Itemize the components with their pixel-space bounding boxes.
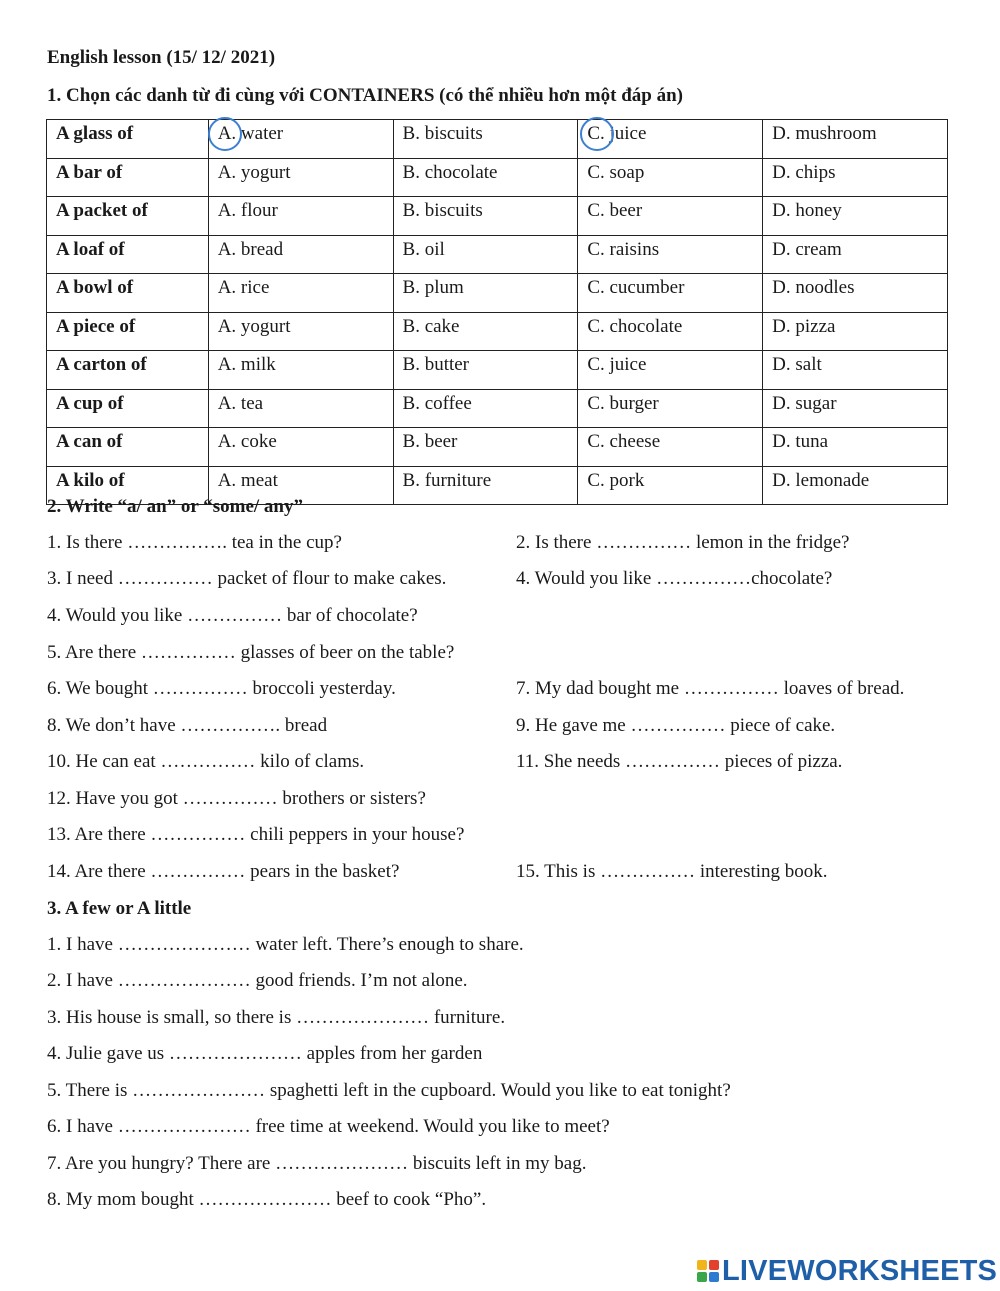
exercise-item[interactable]: 4. Julie gave us ………………… apples from her garden bbox=[47, 1043, 483, 1064]
option-d[interactable]: D. sugar bbox=[763, 389, 948, 428]
exercise-item[interactable]: 4. Would you like ……………chocolate? bbox=[516, 568, 833, 589]
option-b[interactable]: B. chocolate bbox=[393, 158, 578, 197]
exercise-item[interactable]: 5. There is ………………… spaghetti left in the cupboard. Would you like to eat tonight? bbox=[47, 1080, 731, 1101]
exercise-item[interactable]: 6. I have ………………… free time at weekend. Would you like to meet? bbox=[47, 1116, 610, 1137]
option-c[interactable]: C. juice bbox=[578, 120, 763, 159]
containers-table bbox=[46, 119, 948, 505]
option-a[interactable]: A. flour bbox=[208, 197, 393, 236]
exercise-item[interactable]: 2. I have ………………… good friends. I’m not alone. bbox=[47, 970, 468, 991]
option-c[interactable]: C. raisins bbox=[578, 235, 763, 274]
option-c[interactable]: C. burger bbox=[578, 389, 763, 428]
option-c[interactable]: C. cucumber bbox=[578, 274, 763, 313]
exercise-item[interactable]: 7. My dad bought me …………… loaves of bread. bbox=[516, 678, 905, 699]
option-c[interactable]: C. juice bbox=[578, 351, 763, 390]
option-a[interactable]: A. milk bbox=[208, 351, 393, 390]
row-label: A loaf of bbox=[47, 235, 209, 274]
logo-text: LIVEWORKSHEETS bbox=[722, 1254, 998, 1287]
option-a[interactable]: A. bread bbox=[208, 235, 393, 274]
option-b[interactable]: B. biscuits bbox=[393, 120, 578, 159]
option-d[interactable]: D. cream bbox=[763, 235, 948, 274]
liveworksheets-logo bbox=[697, 1256, 997, 1286]
row-label: A kilo of bbox=[47, 466, 209, 505]
exercise-item[interactable]: 13. Are there …………… chili peppers in your house? bbox=[47, 824, 465, 845]
row-label: A bowl of bbox=[47, 274, 209, 313]
table-row bbox=[47, 274, 948, 313]
exercise-item[interactable]: 2. Is there …………… lemon in the fridge? bbox=[516, 532, 850, 553]
exercise-item[interactable]: 1. Is there ……………. tea in the cup? bbox=[47, 532, 342, 553]
exercise-item[interactable]: 8. We don’t have ……………. bread bbox=[47, 715, 328, 736]
table-row bbox=[47, 158, 948, 197]
option-a[interactable]: A. yogurt bbox=[208, 158, 393, 197]
exercise-item[interactable]: 3. I need …………… packet of flour to make cakes. bbox=[47, 568, 447, 589]
exercise-item[interactable]: 12. Have you got …………… brothers or sisters? bbox=[47, 788, 426, 809]
row-label: A carton of bbox=[47, 351, 209, 390]
page-title: English lesson (15/ 12/ 2021) bbox=[47, 47, 276, 68]
exercise-item[interactable]: 10. He can eat …………… kilo of clams. bbox=[47, 751, 365, 772]
table-row bbox=[47, 389, 948, 428]
row-label: A bar of bbox=[47, 158, 209, 197]
option-b[interactable]: B. butter bbox=[393, 351, 578, 390]
exercise-item[interactable]: 11. She needs …………… pieces of pizza. bbox=[516, 751, 843, 772]
exercise-item[interactable]: 5. Are there …………… glasses of beer on the table? bbox=[47, 642, 455, 663]
exercise-item[interactable]: 1. I have ………………… water left. There’s enough to share. bbox=[47, 934, 524, 955]
option-c[interactable]: C. soap bbox=[578, 158, 763, 197]
option-d[interactable]: D. chips bbox=[763, 158, 948, 197]
option-c[interactable]: C. pork bbox=[578, 466, 763, 505]
option-c[interactable]: C. cheese bbox=[578, 428, 763, 467]
option-a[interactable]: A. rice bbox=[208, 274, 393, 313]
option-b[interactable]: B. beer bbox=[393, 428, 578, 467]
exercise-item[interactable]: 4. Would you like …………… bar of chocolate? bbox=[47, 605, 418, 626]
section2-heading: 2. Write “a/ an” or “some/ any” bbox=[47, 496, 303, 517]
option-d[interactable]: D. honey bbox=[763, 197, 948, 236]
exercise-item[interactable]: 6. We bought …………… broccoli yesterday. bbox=[47, 678, 396, 699]
exercise-item[interactable]: 9. He gave me …………… piece of cake. bbox=[516, 715, 836, 736]
section3-heading: 3. A few or A little bbox=[47, 898, 192, 919]
exercise-item[interactable]: 15. This is …………… interesting book. bbox=[516, 861, 828, 882]
option-b[interactable]: B. oil bbox=[393, 235, 578, 274]
exercise-item[interactable]: 8. My mom bought ………………… beef to cook “Pho”. bbox=[47, 1189, 487, 1210]
row-label: A packet of bbox=[47, 197, 209, 236]
option-a[interactable]: A. water bbox=[208, 120, 393, 159]
row-label: A glass of bbox=[47, 120, 209, 159]
option-b[interactable]: B. furniture bbox=[393, 466, 578, 505]
option-c[interactable]: C. beer bbox=[578, 197, 763, 236]
table-row bbox=[47, 312, 948, 351]
row-label: A piece of bbox=[47, 312, 209, 351]
table-row bbox=[47, 235, 948, 274]
option-d[interactable]: D. salt bbox=[763, 351, 948, 390]
option-b[interactable]: B. plum bbox=[393, 274, 578, 313]
option-a[interactable]: A. tea bbox=[208, 389, 393, 428]
exercise-item[interactable]: 3. His house is small, so there is ………………… furniture. bbox=[47, 1007, 506, 1028]
exercise-item[interactable]: 14. Are there …………… pears in the basket? bbox=[47, 861, 400, 882]
option-c[interactable]: C. chocolate bbox=[578, 312, 763, 351]
table-row bbox=[47, 351, 948, 390]
option-b[interactable]: B. coffee bbox=[393, 389, 578, 428]
table-row bbox=[47, 120, 948, 159]
table-row bbox=[47, 197, 948, 236]
table-row bbox=[47, 428, 948, 467]
option-b[interactable]: B. biscuits bbox=[393, 197, 578, 236]
option-d[interactable]: D. pizza bbox=[763, 312, 948, 351]
liveworksheets-logo-icon bbox=[697, 1260, 719, 1282]
option-b[interactable]: B. cake bbox=[393, 312, 578, 351]
option-d[interactable]: D. tuna bbox=[763, 428, 948, 467]
option-d[interactable]: D. noodles bbox=[763, 274, 948, 313]
section1-heading: 1. Chọn các danh từ đi cùng với CONTAINERS (có thể nhiều hơn một đáp án) bbox=[47, 85, 683, 106]
option-a[interactable]: A. meat bbox=[208, 466, 393, 505]
row-label: A can of bbox=[47, 428, 209, 467]
row-label: A cup of bbox=[47, 389, 209, 428]
exercise-item[interactable]: 7. Are you hungry? There are ………………… biscuits left in my bag. bbox=[47, 1153, 587, 1174]
option-a[interactable]: A. coke bbox=[208, 428, 393, 467]
option-d[interactable]: D. lemonade bbox=[763, 466, 948, 505]
option-d[interactable]: D. mushroom bbox=[763, 120, 948, 159]
option-a[interactable]: A. yogurt bbox=[208, 312, 393, 351]
